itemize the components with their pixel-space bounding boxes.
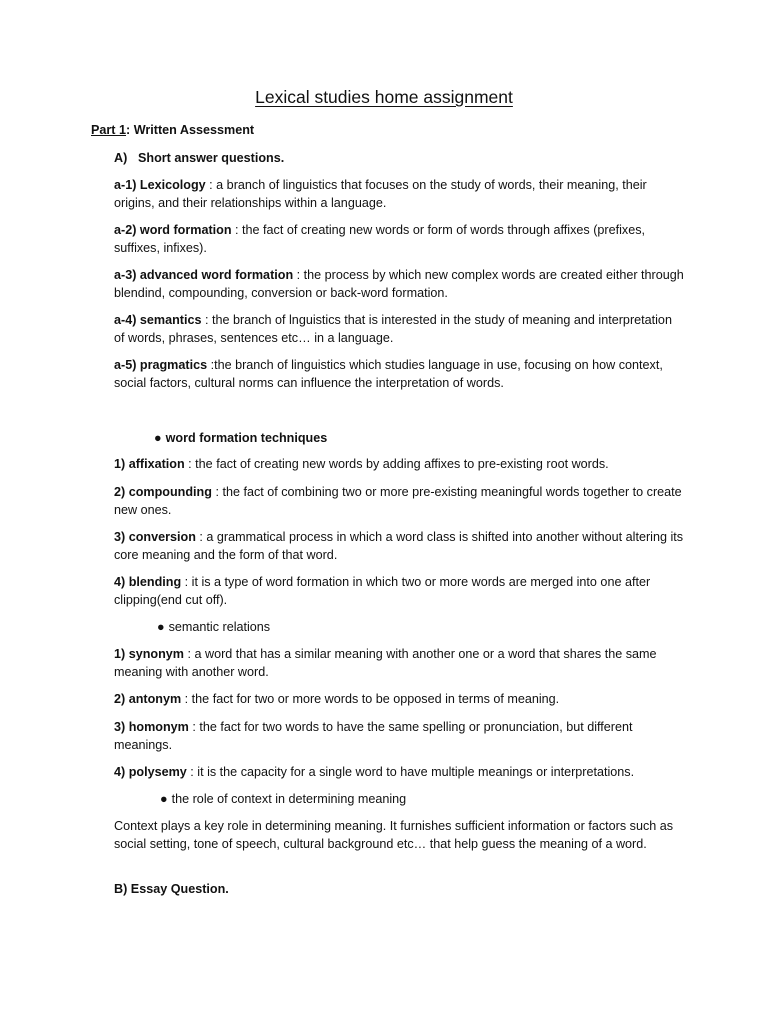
list-term: 1) affixation [114, 457, 185, 471]
list-term: 2) compounding [114, 485, 212, 499]
list-item [114, 764, 684, 782]
definition-item [114, 177, 684, 212]
definition-text: : a branch of linguistics that focuses on the study of words, their meaning, their origins, and their relationships within a language. [114, 178, 647, 210]
part-label: Part 1 [91, 123, 127, 137]
list-term: 2) antonym [114, 692, 182, 706]
section-b-heading: B) Essay Question. [114, 882, 229, 896]
list-item [114, 691, 684, 709]
bullet-heading-context [160, 791, 406, 809]
context-paragraph: Context plays a key role in determining meaning. It furnishes sufficient information or factors such as social setting, tone of speech, cultural background etc… that help guess the meaning of a word. [114, 819, 674, 851]
definition-text: : the branch of lnguistics that is interested in the study of meaning and interpretation of words, phrases, sentences etc… in a language. [114, 313, 672, 345]
list-term: 4) blending [114, 575, 182, 589]
definition-text: :the branch of linguistics which studies language in use, focusing on how context, social factors, cultural norms can influence the interpretation of words. [114, 358, 663, 390]
list-text: : the fact for two or more words to be opposed in terms of meaning. [181, 692, 560, 706]
bullet-heading-word-formation [154, 430, 327, 448]
definition-term: a-5) pragmatics [114, 358, 208, 372]
section-a-label: Short answer questions. [138, 151, 285, 165]
list-term: 3) homonym [114, 720, 189, 734]
section-a-marker: A) [114, 151, 128, 165]
list-item [114, 646, 684, 681]
bullet-heading-text: word formation techniques [165, 431, 328, 445]
section-a-heading [114, 150, 684, 168]
bullet-heading-semantic-relations [157, 619, 270, 637]
list-term: 1) synonym [114, 647, 184, 661]
definition-item [114, 222, 684, 257]
list-text: : the fact for two words to have the same spelling or pronunciation, but different meanings. [114, 720, 633, 752]
definition-item [114, 357, 684, 392]
list-item [114, 529, 684, 564]
bullet-icon: ● [154, 431, 162, 445]
list-text: : the fact of combining two or more pre-existing meaningful words together to create new ones. [114, 485, 682, 517]
list-text: : the fact of creating new words by adding affixes to pre-existing root words. [184, 457, 609, 471]
bullet-heading-text: the role of context in determining meaning [171, 792, 407, 806]
definition-item [114, 267, 684, 302]
list-text: : a grammatical process in which a word class is shifted into another without altering its core meaning and the form of that word. [114, 530, 684, 562]
list-item [114, 484, 684, 519]
list-text: : a word that has a similar meaning with another one or a word that shares the same meaning with another word. [114, 647, 657, 679]
definition-term: a-4) semantics [114, 313, 202, 327]
definition-term: a-2) word formation [114, 223, 232, 237]
bullet-icon: ● [157, 620, 165, 634]
definition-text: : the fact of creating new words or form of words through affixes (prefixes, suffixes, infixes). [114, 223, 645, 255]
definition-item [114, 312, 684, 347]
list-item [114, 719, 684, 754]
document-title: Lexical studies home assignment [255, 87, 513, 107]
bullet-heading-text: semantic relations [168, 620, 271, 634]
definition-term: a-3) advanced word formation [114, 268, 294, 282]
definition-text: : the process by which new complex words are created either through blendind, compounding, conversion or back-word formation. [114, 268, 684, 300]
list-text: : it is the capacity for a single word to have multiple meanings or interpretations. [186, 765, 635, 779]
list-item [114, 456, 684, 474]
list-term: 3) conversion [114, 530, 196, 544]
bullet-icon: ● [160, 792, 168, 806]
definition-term: a-1) Lexicology [114, 178, 206, 192]
list-text: : it is a type of word formation in which two or more words are merged into one after clipping(end cut off). [114, 575, 651, 607]
list-item [114, 574, 684, 609]
part-heading [91, 122, 661, 140]
part-rest: : Written Assessment [126, 123, 255, 137]
list-term: 4) polysemy [114, 765, 187, 779]
